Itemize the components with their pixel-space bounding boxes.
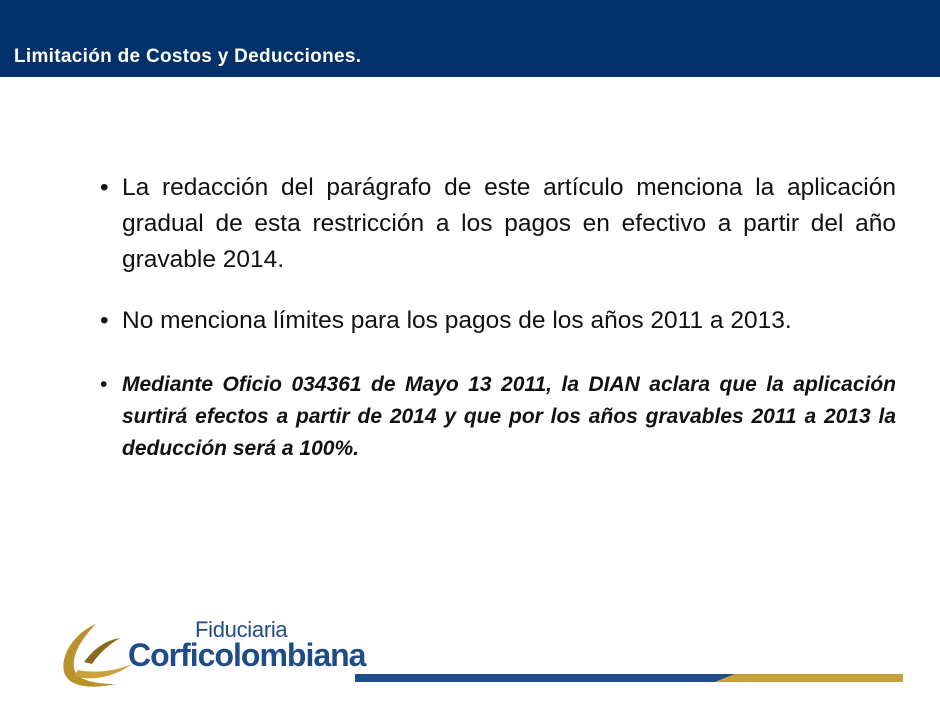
bullet-list [100, 170, 896, 465]
bullet-marker: • [100, 174, 109, 201]
logo-text-fiduciaria: Fiduciaria [195, 617, 288, 642]
bullet-marker: • [100, 373, 108, 396]
bullet-item [100, 303, 896, 339]
bullet-item [100, 369, 896, 465]
bullet-item [100, 170, 896, 278]
logo-text-corficolombiana: Corficolombiana [128, 637, 366, 673]
bullet-text: La redacción del parágrafo de este artículo menciona la aplicación gradual de esta restricción a los pagos en efectivo a partir del año gravable 2014. [122, 174, 896, 273]
bullet-text: Mediante Oficio 034361 de Mayo 13 2011, la DIAN aclara que la aplicación surtirá efectos a partir de 2014 y que por los años gravables 2011 a 2013 la deducción será a 100%. [122, 373, 896, 460]
bullet-marker: • [100, 307, 109, 334]
footer-divider [355, 674, 903, 682]
bullet-text: No menciona límites para los pagos de los años 2011 a 2013. [122, 307, 792, 334]
slide-title: Limitación de Costos y Deducciones. [14, 46, 362, 67]
